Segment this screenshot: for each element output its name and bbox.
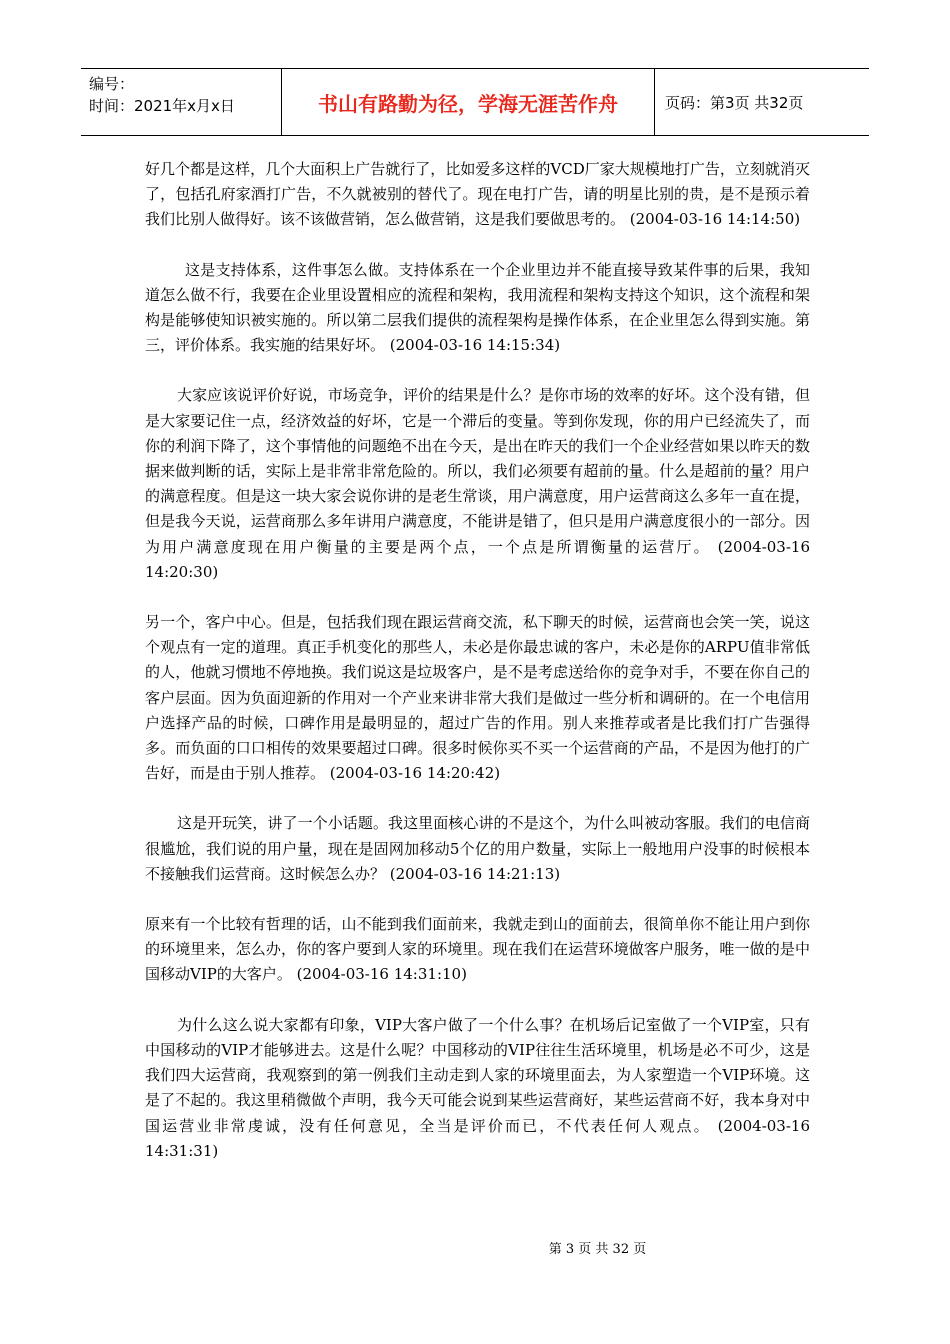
document-date-label: 时间：2021年x月x日 (89, 97, 235, 115)
header-page-number: 页码：第3页 共32页 (665, 93, 804, 112)
paragraph: 为什么这么说大家都有印象，VIP大客户做了一个什么事？在机场后记室做了一个VIP室，只有中国移动的VIP才能够进去。这是什么呢？中国移动的VIP往往生活环境里，机场是必不可少，这是我们四大运营商，我观察到的第一例我们主动走到人家的环境里面去，为人家塑造一个VIP环境。这是了不起的。我这里稍微做个声明，我今天可能会说到某些运营商好，某些运营商不好，我本身对中国运营业非常虔诚，没有任何意见，全当是评价而已，不代表任何人观点。 (2004-03-16 14:31:31) (145, 1015, 810, 1160)
page-footer: 第 3 页 共 32 页 (548, 1242, 647, 1257)
paragraph: 这是开玩笑，讲了一个小话题。我这里面核心讲的不是这个，为什么叫被动客服。我们的电信商很尴尬，我们说的用户量，现在是固网加移动5个亿的用户数量，实际上一般地用户没事的时候根本不接触我们运营商。这时候怎么办？ (2004-03-16 14:21:13) (145, 814, 810, 883)
document-body (145, 157, 810, 1189)
header-motto: 书山有路勤为径，学海无涯苦作舟 (282, 69, 655, 135)
paragraph: 好几个都是这样，几个大面积上广告就行了，比如爱多这样的VCD厂家大规模地打广告，立刻就消灭了，包括孔府家酒打广告，不久就被别的替代了。现在电打广告，请的明星比别的贵，是不是预示着我们比别人做得好。该不该做营销，怎么做营销，这是我们要做思考的。 (2004-03-16 14:14:50) (145, 160, 810, 229)
paragraph: 原来有一个比较有哲理的话，山不能到我们面前来，我就走到山的面前去，很简单你不能让用户到你的环境里来，怎么办，你的客户要到人家的环境里。现在我们在运营环境做客户服务，唯一做的是中国移动VIP的大客户。 (2004-03-16 14:31:10) (145, 915, 810, 984)
paragraph: 这是支持体系，这件事怎么做。支持体系在一个企业里边并不能直接导致某件事的后果，我知道怎么做不行，我要在企业里设置相应的流程和架构，我用流程和架构支持这个知识，这个流程和架构是能够使知识被实施的。所以第二层我们提供的流程架构是操作体系，在企业里怎么得到实施。第三，评价体系。我实施的结果好坏。 (2004-03-16 14:15:34) (145, 260, 810, 355)
document-number-label: 编号： (89, 75, 135, 93)
paragraph: 大家应该说评价好说，市场竞争，评价的结果是什么？是你市场的效率的好坏。这个没有错，但是大家要记住一点，经济效益的好坏，它是一个滞后的变量。等到你发现，你的用户已经流失了，而你的利润下降了，这个事情他的问题绝不出在今天，是出在昨天的我们一个企业经营如果以昨天的数据来做判断的话，实际上是非常非常危险的。所以，我们必须要有超前的量。什么是超前的量？用户的满意程度。但是这一块大家会说你讲的是老生常谈，用户满意度，用户运营商这么多年一直在提，但是我今天说，运营商那么多年讲用户满意度，不能讲是错了，但只是用户满意度很小的一部分。因为用户满意度现在用户衡量的主要是两个点，一个点是所谓衡量的运营厅。 (2004-03-16 14:20:30) (145, 386, 810, 581)
paragraph: 另一个，客户中心。但是，包括我们现在跟运营商交流，私下聊天的时候，运营商也会笑一笑，说这个观点有一定的道理。真正手机变化的那些人，未必是你最忠诚的客户，未必是你的ARPU值非常低的人，他就习惯地不停地换。我们说这是垃圾客户，是不是考虑送给你的竞争对手，不要在你自己的客户层面。因为负面迎新的作用对一个产业来讲非常大我们是做过一些分析和调研的。在一个电信用户选择产品的时候，口碑作用是最明显的，超过广告的作用。别人来推荐或者是比我们打广告强得多。而负面的口口相传的效果要超过口碑。很多时候你买不买一个运营商的产品，不是因为他打的广告好，而是由于别人推荐。 (2004-03-16 14:20:42) (145, 613, 810, 783)
page-header (81, 68, 869, 136)
header-meta (81, 69, 282, 135)
